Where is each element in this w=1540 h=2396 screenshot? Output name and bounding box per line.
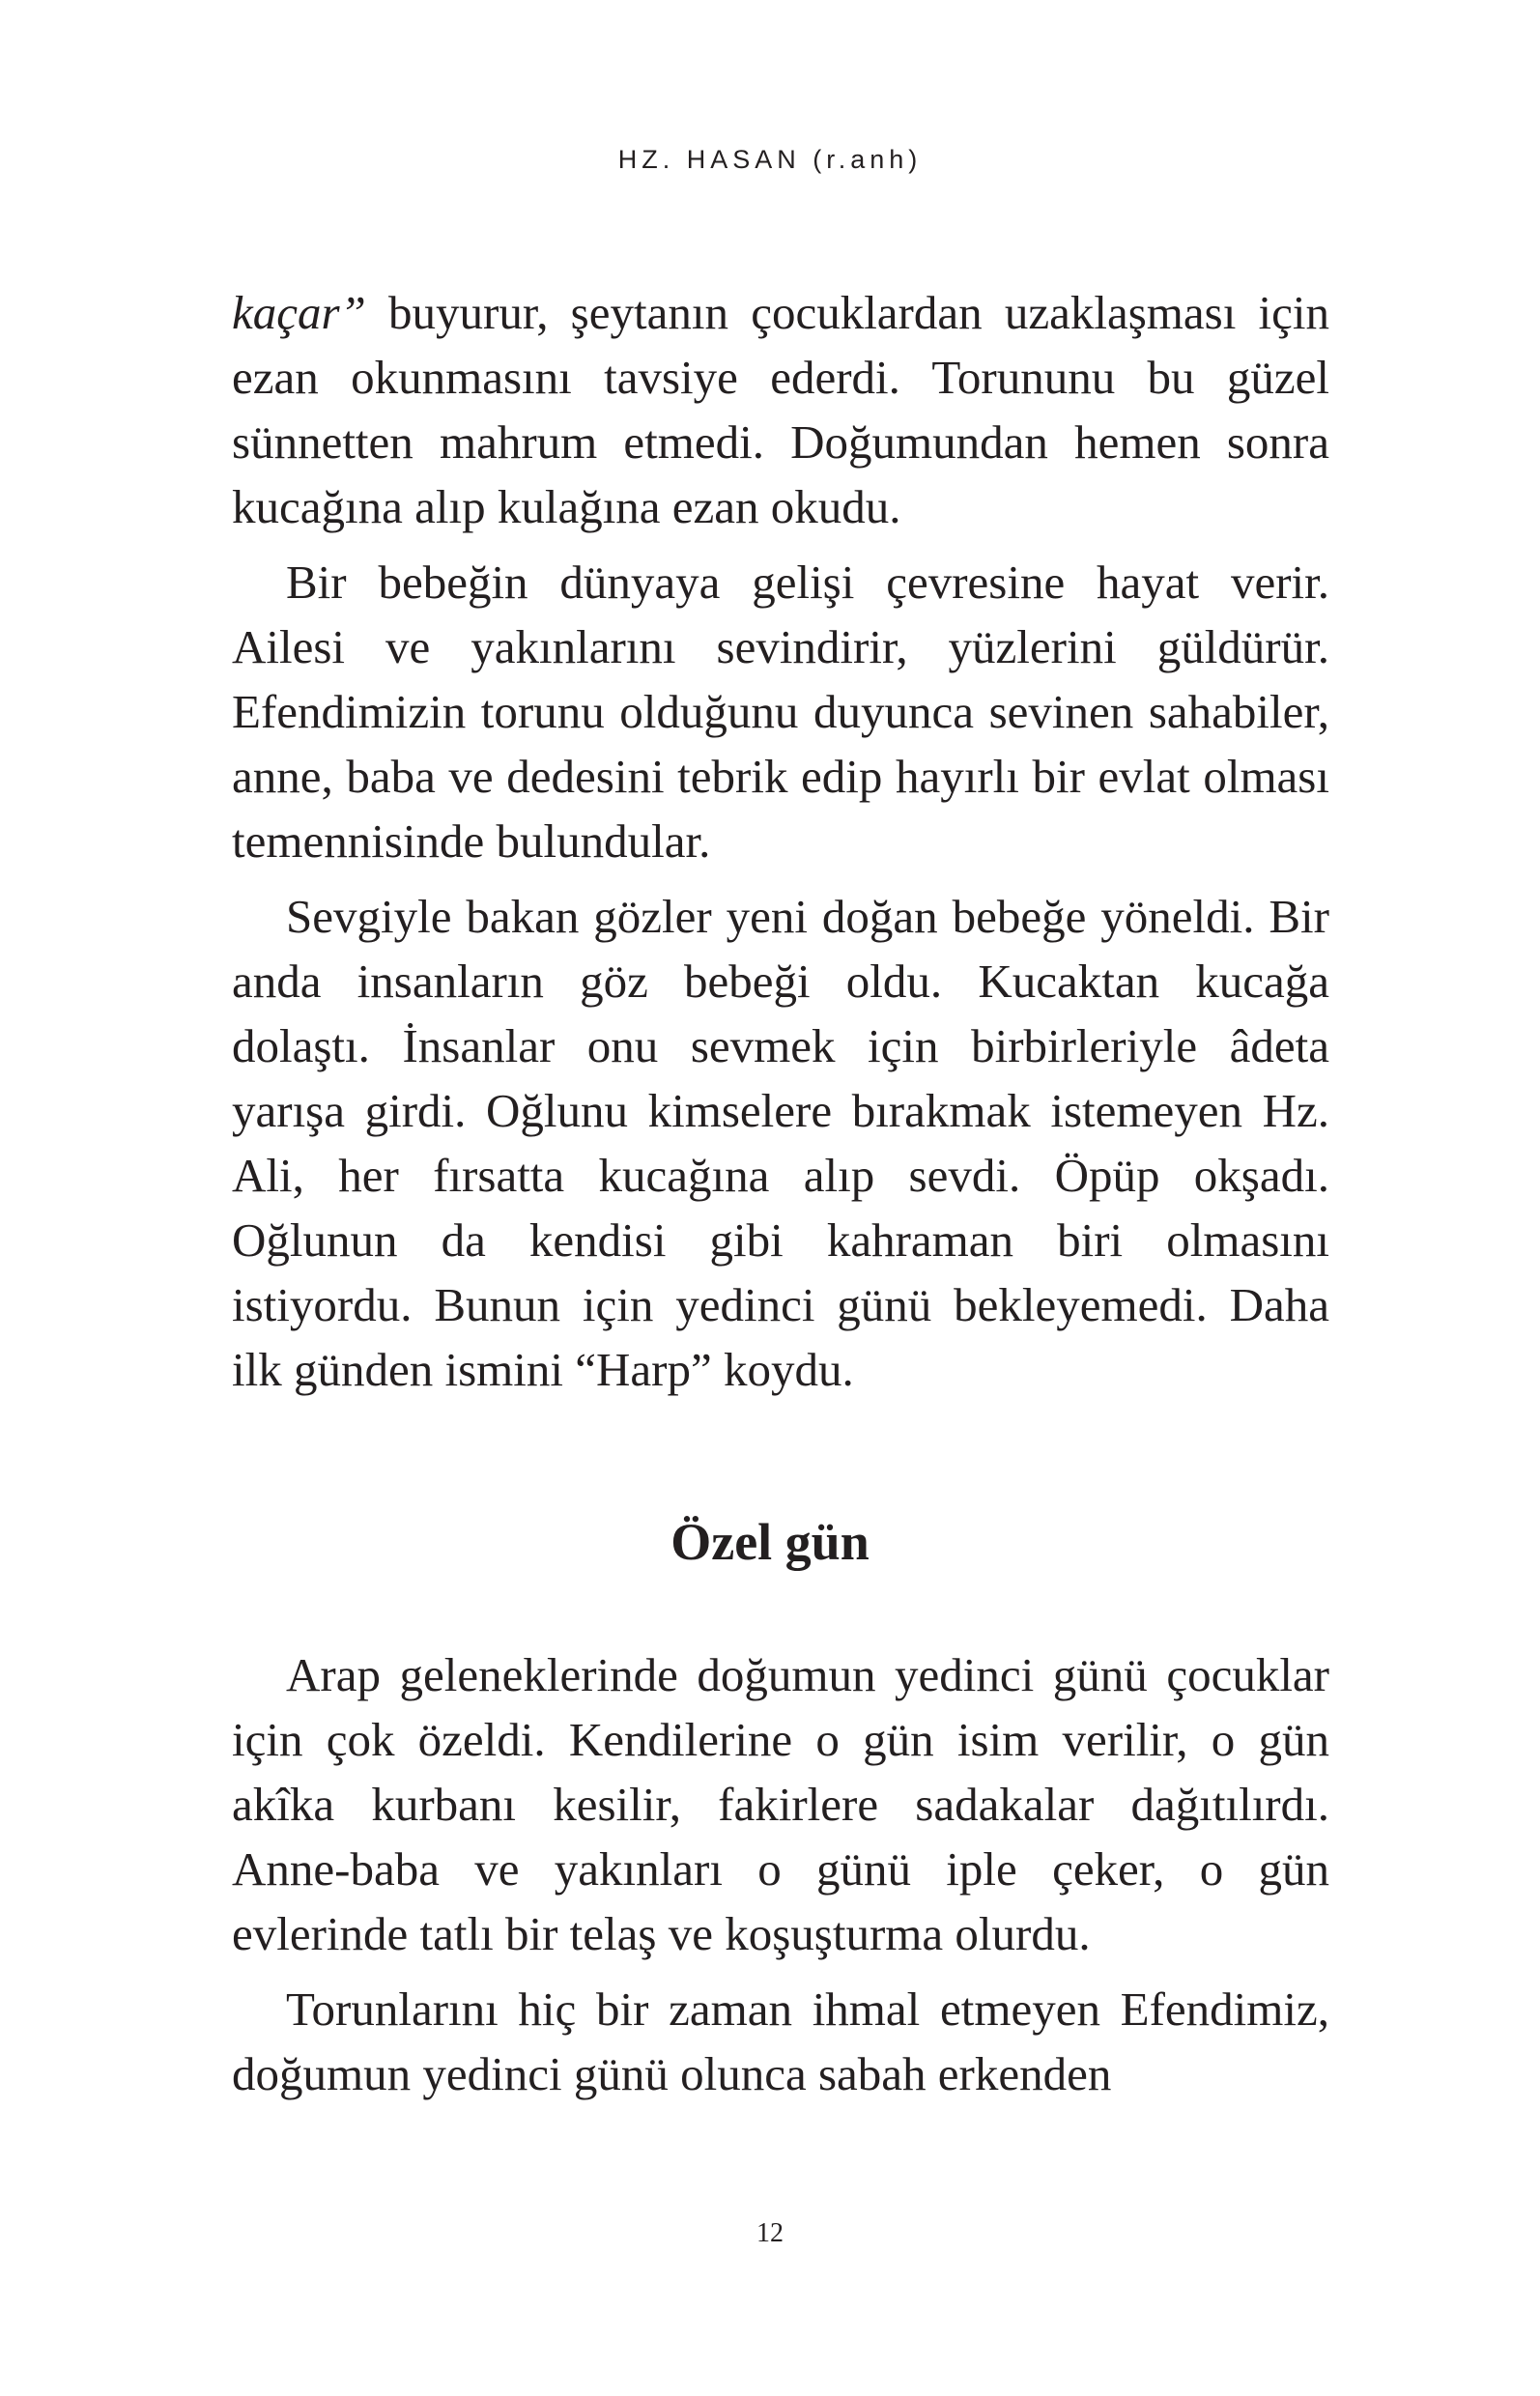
paragraph-5: Torunlarını hiç bir zaman ihmal etmeyen Efendimiz, doğumun yedinci günü olunca sabah erkenden (232, 1982, 1329, 2100)
paragraph-2: Bir bebeğin dünyaya gelişi çevresine hayat verir. Ailesi ve yakınlarını sevindirir, yüzlerini güldürür. Efendimizin torunu olduğunu duyunca sevinen sahabiler, anne, baba ve dedesini tebrik edip hayırlı bir evlat olması temennisinde bulundular. (232, 556, 1329, 868)
body-text-section-1 (232, 280, 1329, 1402)
running-header: HZ. HASAN (r.anh) (617, 145, 923, 174)
section-heading: Özel gün (670, 1513, 870, 1571)
paragraph-1 (232, 280, 1329, 539)
page-number: 12 (756, 2218, 784, 2248)
italic-quote-ending: kaçar” (232, 286, 366, 339)
paragraph-1-text: buyurur, şeytanın çocuklardan uzaklaşması için ezan okunmasını tavsiye ederdi. Torununu bu güzel sünnetten mahrum etmedi. Doğumundan hemen sonra kucağına alıp kulağına ezan okudu. (232, 286, 1329, 533)
body-text-section-2 (232, 1642, 1329, 2106)
paragraph-3: Sevgiyle bakan gözler yeni doğan bebeğe yöneldi. Bir anda insanların göz bebeği oldu. Kucaktan kucağa dolaştı. İnsanlar onu sevmek için birbirleriyle âdeta yarışa girdi. Oğlunu kimselere bırakmak istemeyen Hz. Ali, her fırsatta kucağına alıp sevdi. Öpüp okşadı. Oğlunun da kendisi gibi kahraman biri olmasını istiyordu. Bunun için yedinci günü bekleyemedi. Daha ilk günden ismini “Harp” koydu. (232, 890, 1329, 1396)
paragraph-4: Arap geleneklerinde doğumun yedinci günü çocuklar için çok özeldi. Kendilerine o gün isim verilir, o gün akîka kurbanı kesilir, fakirlere sadakalar dağıtılırdı. Anne-baba ve yakınları o günü iple çeker, o gün evlerinde tatlı bir telaş ve koşuşturma olurdu. (232, 1648, 1329, 1960)
